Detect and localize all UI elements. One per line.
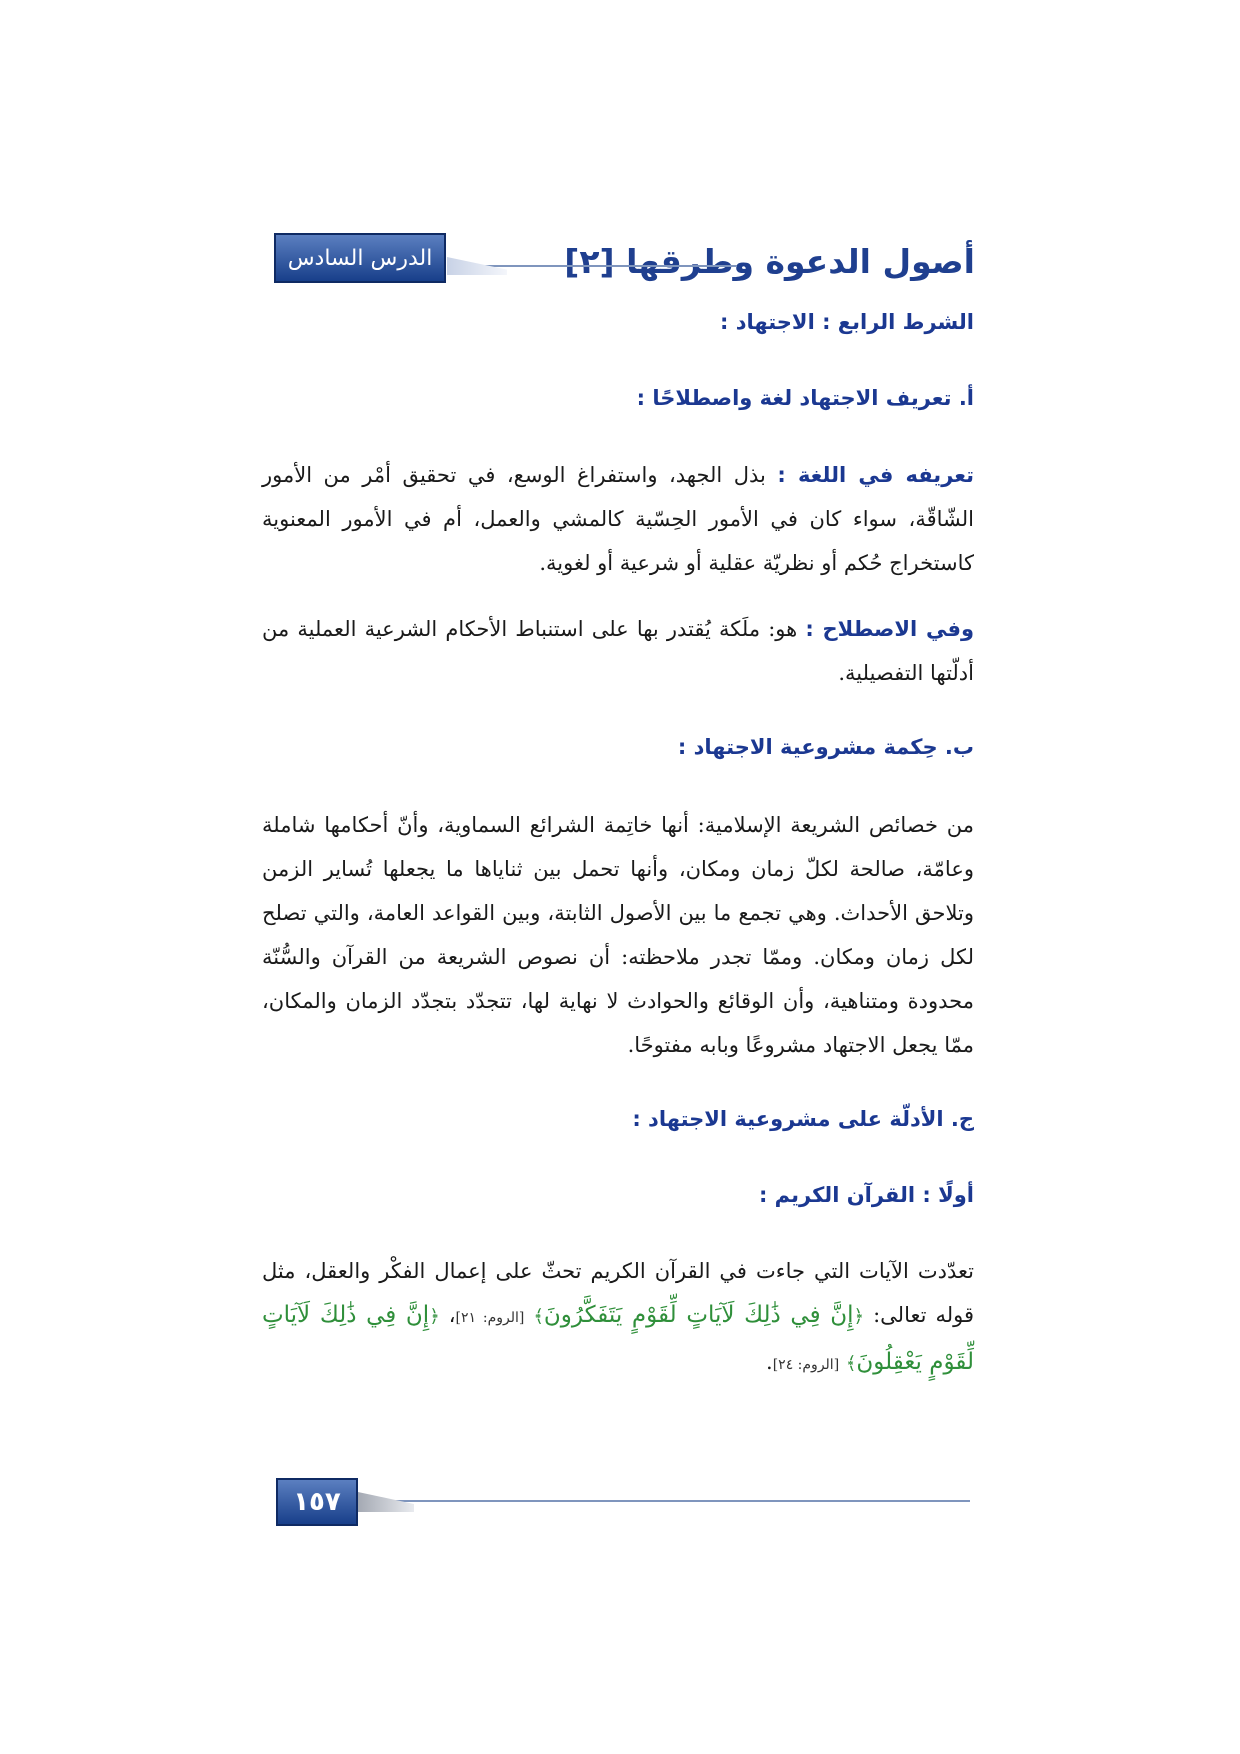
header-rule — [452, 265, 737, 267]
paragraph-lead-technical: وفي الاصطلاح : — [805, 617, 975, 641]
verse-open-bracket: ﴿ — [429, 1306, 440, 1327]
page-number-badge — [276, 1478, 358, 1526]
paragraph-lead-linguistic: تعريفه في اللغة : — [777, 463, 974, 487]
verse-open-bracket: ﴿ — [853, 1306, 865, 1327]
paragraph-quran-evidence — [262, 1249, 974, 1387]
subheading-quran: أولًا : القرآن الكريم : — [758, 1183, 974, 1207]
verse-citation-1: [الروم: ٢١] — [455, 1310, 525, 1326]
quran-verse-1: إِنَّ فِي ذَٰلِكَ لَآيَاتٍ لِّقَوْمٍ يَتَفَكَّرُونَ — [543, 1302, 854, 1328]
paragraph-technical-definition — [262, 607, 974, 695]
verse-citation-2: [الروم: ٢٤] — [772, 1357, 840, 1373]
page-number: ١٥٧ — [293, 1487, 341, 1517]
verse-close-bracket: ﴾ — [533, 1306, 544, 1327]
paragraph-linguistic-definition — [262, 453, 974, 585]
quran-verse-2: إِنَّ فِي ذَٰلِكَ لَآيَاتٍ لِّقَوْمٍ يَعْقِلُونَ — [262, 1302, 974, 1375]
section-heading-b: ب. حِكمة مشروعية الاجتهاد : — [677, 735, 974, 759]
lesson-label: الدرس السادس — [287, 245, 433, 271]
paragraph-text-linguistic: بذل الجهد، واستفراغ الوسع، في تحقيق أمْر من الأمور الشّاقّة، سواء كان في الأمور الحِسّية كالمشي والعمل، أم في الأمور المعنوية كاستخراج حُكم أو نظريّة عقلية أو شرعية أو لغوية. — [262, 463, 974, 575]
paragraph-end: . — [766, 1350, 773, 1374]
book-title: أصول الدعوة وطرقها [٢] — [564, 242, 975, 281]
main-content — [262, 300, 974, 1387]
section-heading-a: أ. تعريف الاجتهاد لغة واصطلاحًا : — [636, 386, 974, 410]
section-heading-c: ج. الأدلّة على مشروعية الاجتهاد : — [632, 1107, 974, 1131]
footer-rule — [358, 1500, 970, 1502]
paragraph-text-technical: هو: ملَكة يُقتدر بها على استنباط الأحكام الشرعية العملية من أدلّتها التفصيلية. — [262, 617, 974, 685]
lesson-badge — [274, 233, 446, 283]
footer-rule-ornament — [358, 1492, 414, 1512]
paragraph-wisdom: من خصائص الشريعة الإسلامية: أنها خاتِمة الشرائع السماوية، وأنّ أحكامها شاملة وعامّة، صالحة لكلّ زمان ومكان، وأنها تحمل بين ثناياها ما يجعلها تُساير الزمن وتلاحق الأحداث. وهي تجمع ما بين الأصول الثابتة، وبين القواعد العامة، والتي تصلح لكل زمان ومكان. وممّا تجدر ملاحظته: أن نصوص الشريعة من القرآن والسُّنّة محدودة ومتناهية، وأن الوقائع والحوادث لا نهاية لها، تتجدّد بتجدّد الزمان والمكان، ممّا يجعل الاجتهاد مشروعًا وبابه مفتوحًا. — [262, 813, 974, 1057]
verse-separator: ، — [439, 1303, 456, 1327]
paragraph-text-quran: تعدّدت الآيات التي جاءت في القرآن الكريم تحثّ على إعمال الفكْر والعقل، مثل قوله تعالى: — [262, 1259, 974, 1327]
verse-close-bracket: ﴾ — [845, 1353, 857, 1374]
section-heading-condition: الشرط الرابع : الاجتهاد : — [719, 310, 974, 334]
